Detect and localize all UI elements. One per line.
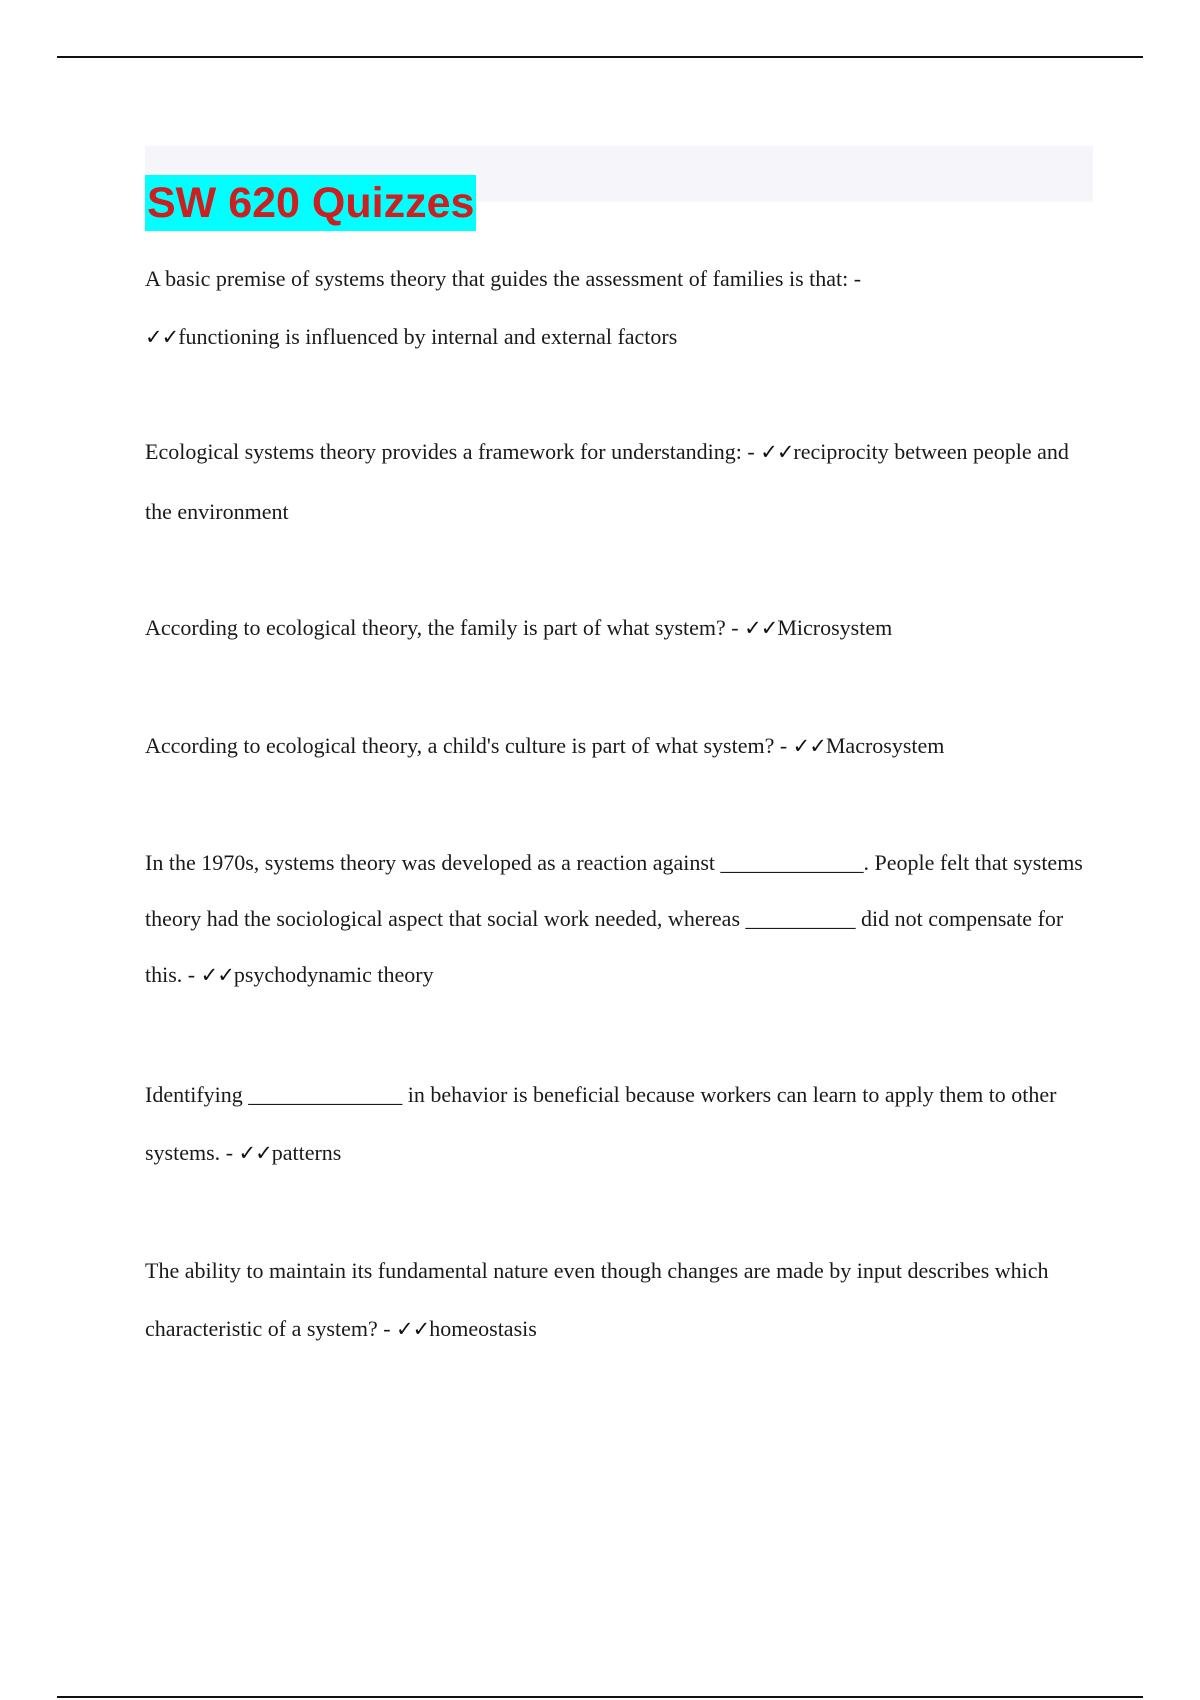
question-text: According to ecological theory, the family is part of what system? [145,615,726,640]
answer-text: psychodynamic theory [233,962,434,987]
qa-item-2 [145,422,1085,542]
qa-item-7 [145,1242,1085,1358]
separator: - [725,615,745,640]
double-check-icon: ✓✓ [200,963,234,987]
double-check-icon: ✓✓ [238,1141,272,1165]
double-check-icon: ✓✓ [145,325,179,349]
question-text: According to ecological theory, a child's culture is part of what system? [145,733,775,758]
qa-item-5 [145,835,1085,1003]
double-check-icon: ✓✓ [792,734,826,758]
qa-item-4 [145,726,1085,766]
question-text: Ecological systems theory provides a framework for understanding: [145,439,742,464]
qa-item-6 [145,1066,1085,1182]
footer-rule [57,1696,1143,1698]
qa-item-3 [145,608,1085,648]
answer-text: functioning is influenced by internal and external factors [178,324,678,349]
separator: - [377,1316,397,1341]
question-text: Identifying ______________ in behavior is beneficial because workers can learn to apply them to other systems. [145,1082,1057,1165]
question-text: The ability to maintain its fundamental nature even though changes are made by input describes which characteristic of a system? [145,1258,1049,1341]
document-title: SW 620 Quizzes [145,175,476,231]
separator: - [741,439,761,464]
double-check-icon: ✓✓ [396,1317,430,1341]
question-text: A basic premise of systems theory that guides the assessment of families is that: [145,266,849,291]
separator: - [848,266,862,291]
double-check-icon: ✓✓ [760,440,794,464]
double-check-icon: ✓✓ [744,616,778,640]
separator: - [220,1140,239,1165]
separator: - [774,733,793,758]
question-text: In the 1970s, systems theory was developed as a reaction against _____________. People felt that systems theory had the sociological aspect that social work needed, whereas __________ did not compensate for this. [145,850,1083,987]
header-rule [57,56,1143,58]
answer-text: Macrosystem [825,733,945,758]
qa-item-1 [145,250,1085,366]
answer-text: homeostasis [429,1316,537,1341]
answer-text: patterns [271,1140,342,1165]
separator: - [182,962,201,987]
answer-text: reciprocity between people and the environment [145,439,1069,524]
answer-text: Microsystem [777,615,893,640]
